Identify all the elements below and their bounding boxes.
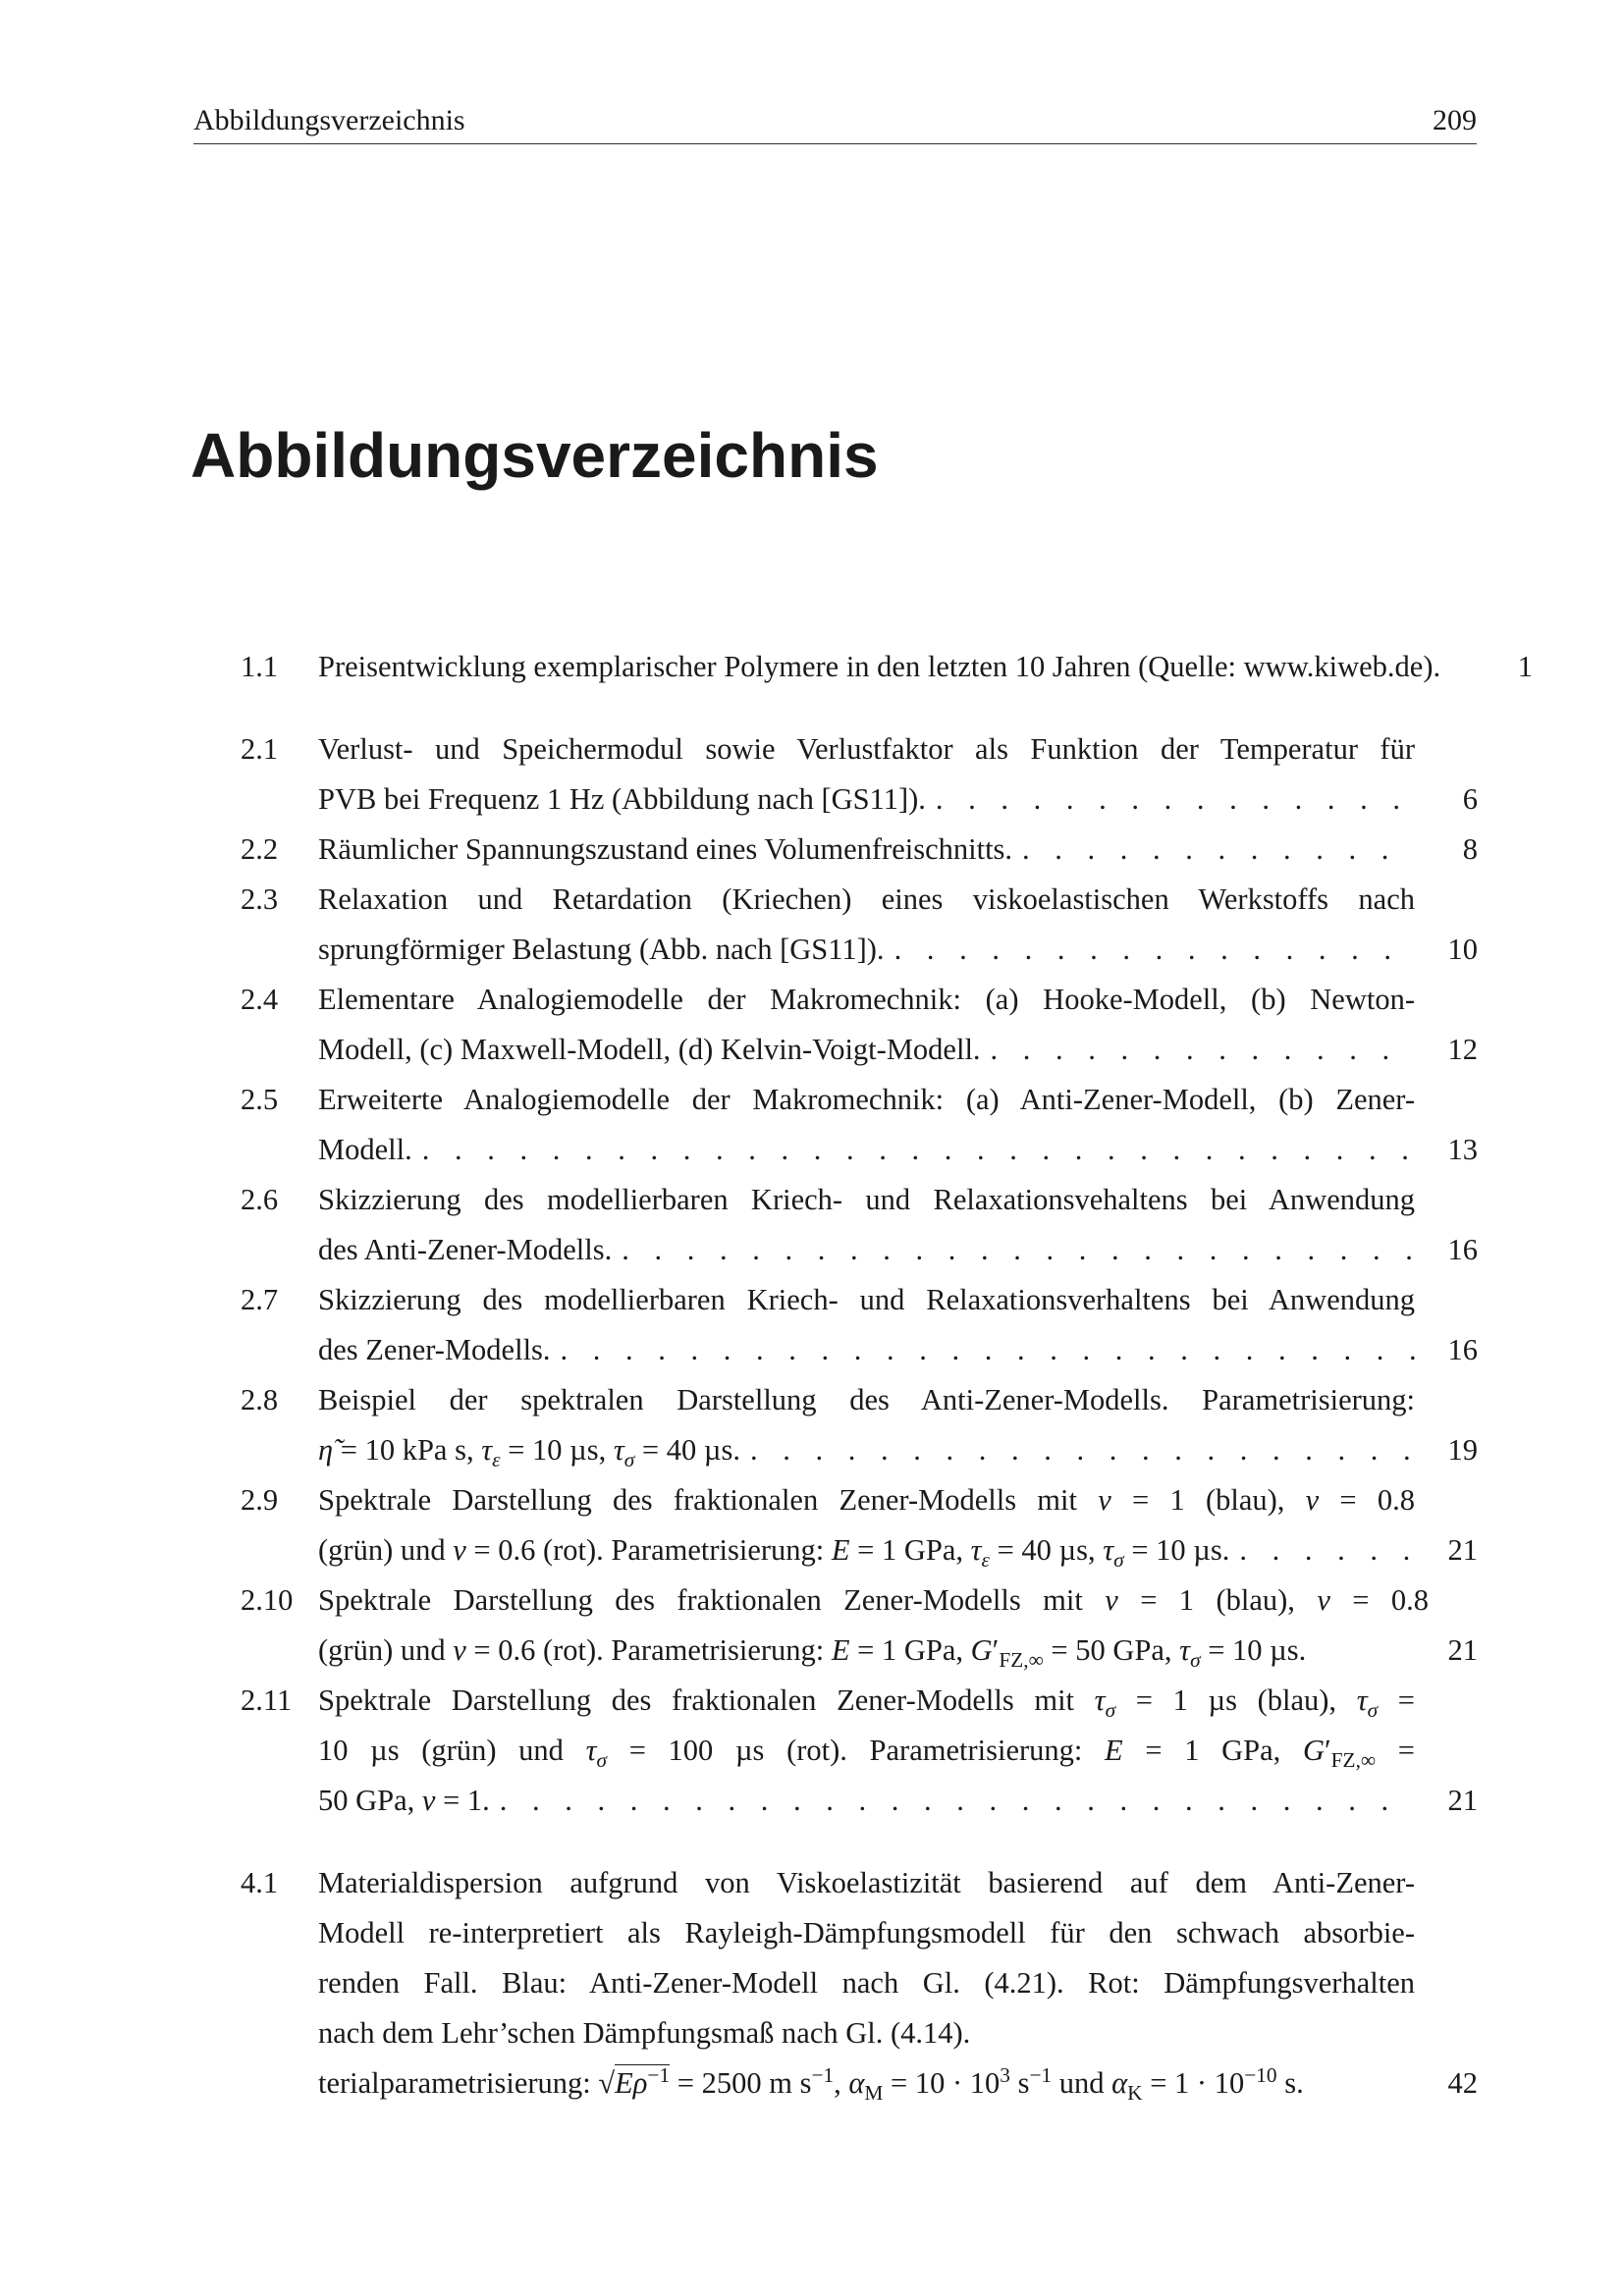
toc-entry-caption-line: Elementare Analogiemodelle der Makromechnik: (a) Hooke-Modell, (b) Newton- bbox=[318, 983, 1415, 1016]
toc-entry-caption-line: Relaxation und Retardation (Kriechen) eines viskoelastischen Werkstoffs nach bbox=[318, 882, 1415, 916]
toc-entry-page: 1 bbox=[1517, 650, 1533, 683]
toc-entry-formula: terialparametrisierung: $√E\rho^{-1} = 2500$ m $s^{-1}$, $\alpha_M = 10 \cdot 10^3$ $s^{-1}$ und $\alpha_K = 1 \cdot 10^{-10}$ s. bbox=[318, 2062, 1304, 2106]
toc-entry-caption bbox=[318, 1676, 1415, 1826]
dot-leader bbox=[936, 774, 1415, 825]
toc-entry-formula: (grün) und ν = 0.6 (rot). Parametrisierung: E = 1 GPa, $\tau_\varepsilon = 40$ µs, $\tau_\sigma = 10$ µs. bbox=[318, 1533, 1230, 1573]
toc-entry-last-row bbox=[318, 825, 1415, 875]
dot-leader bbox=[500, 1776, 1415, 1826]
toc-entry-last-row bbox=[318, 925, 1415, 975]
toc-entry-caption-line: Spektrale Darstellung des fraktionalen Zener-Modells mit ν = 1 (blau), ν = 0.8 bbox=[318, 1483, 1415, 1517]
toc-entry[interactable] bbox=[241, 975, 1478, 1075]
toc-entry-number: 4.1 bbox=[241, 1866, 279, 1899]
toc-entry-number: 2.2 bbox=[241, 832, 279, 866]
dot-leader bbox=[1022, 825, 1415, 875]
toc-entry-number: 2.9 bbox=[241, 1483, 279, 1517]
toc-entry-number: 1.1 bbox=[241, 650, 279, 683]
toc-entry-number: 2.5 bbox=[241, 1083, 279, 1116]
toc-entry-page: 6 bbox=[1462, 782, 1478, 816]
toc-entry-page: 19 bbox=[1447, 1433, 1478, 1467]
toc-entry-page: 8 bbox=[1462, 832, 1478, 866]
toc-entry[interactable] bbox=[241, 1676, 1478, 1826]
toc-entry[interactable] bbox=[241, 1375, 1478, 1475]
dot-leader bbox=[894, 925, 1415, 975]
toc-entry[interactable] bbox=[241, 642, 1533, 692]
toc-entry-caption-line: renden Fall. Blau: Anti-Zener-Modell nach Gl. (4.21). Rot: Dämpfungsverhalten bbox=[318, 1966, 1415, 2000]
toc-entry-number: 2.11 bbox=[241, 1683, 293, 1717]
toc-entry-caption bbox=[318, 642, 1478, 692]
toc-entry[interactable] bbox=[241, 724, 1478, 825]
toc-entry-caption-line: Spektrale Darstellung des fraktionalen Zener-Modells mit $\tau_\sigma = 1$ µs (blau), $\tau_\sigma$ = bbox=[318, 1683, 1416, 1723]
toc-entry-page: 13 bbox=[1447, 1133, 1478, 1166]
running-header bbox=[193, 98, 1477, 144]
toc-entry[interactable] bbox=[241, 1075, 1478, 1175]
toc-entry[interactable] bbox=[241, 825, 1478, 875]
toc-entry-caption bbox=[318, 875, 1415, 975]
toc-entry-last-row bbox=[318, 1025, 1415, 1075]
toc-entry-last-row bbox=[318, 1325, 1415, 1375]
toc-entry-last-row bbox=[318, 774, 1415, 825]
chapter-title: Abbildungsverzeichnis bbox=[190, 420, 879, 491]
toc-entry-page: 10 bbox=[1447, 933, 1478, 966]
toc-entry-number: 2.4 bbox=[241, 983, 279, 1016]
toc-entry-caption bbox=[318, 975, 1415, 1075]
toc-entry-caption-line: Modell. bbox=[318, 1133, 412, 1166]
toc-entry-number: 2.6 bbox=[241, 1183, 279, 1216]
toc-entry-last-row bbox=[318, 1225, 1415, 1275]
dot-leader bbox=[622, 1225, 1415, 1275]
toc-entry-caption bbox=[318, 1075, 1415, 1175]
toc-entry-caption-line: Skizzierung des modellierbaren Kriech- und Relaxationsvehaltens bei Anwendung bbox=[318, 1183, 1415, 1216]
toc-entry-page: 21 bbox=[1447, 1784, 1478, 1817]
toc-entry-caption-line: Materialdispersion aufgrund von Viskoelastizität basierend auf dem Anti-Zener- bbox=[318, 1866, 1415, 1899]
toc-entry-caption-line: Preisentwicklung exemplarischer Polymere in den letzten 10 Jahren (Quelle: www.kiweb.de). bbox=[318, 650, 1441, 683]
toc-entry-caption bbox=[318, 1175, 1415, 1275]
dot-leader bbox=[561, 1325, 1415, 1375]
toc-entry-caption bbox=[318, 724, 1415, 825]
toc-entry-caption-line: nach dem Lehr’schen Dämpfungsmaß nach Gl. (4.14). bbox=[318, 2016, 971, 2050]
toc-entry-caption-line: Räumlicher Spannungszustand eines Volumenfreischnitts. bbox=[318, 832, 1013, 866]
toc-entry-page: 21 bbox=[1447, 1533, 1478, 1567]
dot-leader bbox=[422, 1125, 1415, 1175]
dot-leader bbox=[1239, 1525, 1415, 1575]
toc-entry-caption bbox=[318, 1275, 1415, 1375]
toc-entry-caption-line: sprungförmiger Belastung (Abb. nach [GS11]). bbox=[318, 933, 885, 966]
toc-entry[interactable] bbox=[241, 1275, 1478, 1375]
toc-entry-caption-line: PVB bei Frequenz 1 Hz (Abbildung nach [GS11]). bbox=[318, 782, 926, 816]
toc-entry[interactable] bbox=[241, 1575, 1478, 1676]
toc-entry-caption-line: Erweiterte Analogiemodelle der Makromechnik: (a) Anti-Zener-Modell, (b) Zener- bbox=[318, 1083, 1415, 1116]
toc-entry-last-row bbox=[318, 1525, 1415, 1575]
toc-entry-number: 2.3 bbox=[241, 882, 279, 916]
toc-entry[interactable] bbox=[241, 1175, 1478, 1275]
toc-entry-page: 21 bbox=[1447, 1633, 1478, 1667]
toc-entry[interactable] bbox=[241, 875, 1478, 975]
toc-entry-caption bbox=[318, 1858, 1415, 2109]
toc-entry-number: 2.7 bbox=[241, 1283, 279, 1316]
toc-entry-page: 12 bbox=[1447, 1033, 1478, 1066]
toc-entry-caption-line: Spektrale Darstellung des fraktionalen Zener-Modells mit ν = 1 (blau), ν = 0.8 bbox=[318, 1583, 1429, 1617]
toc-entry-last-row bbox=[318, 1125, 1415, 1175]
toc-entry-caption-line: des Anti-Zener-Modells. bbox=[318, 1233, 613, 1266]
toc-entry-caption-line: Modell re-interpretiert als Rayleigh-Dämpfungsmodell für den schwach absorbie- bbox=[318, 1916, 1415, 1949]
toc-entry-caption bbox=[318, 825, 1415, 875]
dot-leader bbox=[991, 1025, 1415, 1075]
toc-entry-number: 2.1 bbox=[241, 732, 279, 766]
toc-entry-caption-line: Skizzierung des modellierbaren Kriech- und Relaxationsverhaltens bei Anwendung bbox=[318, 1283, 1415, 1316]
toc-entry-last-row bbox=[318, 1425, 1415, 1475]
toc-entry-number: 2.10 bbox=[241, 1583, 294, 1617]
toc-entry[interactable] bbox=[241, 1858, 1478, 2109]
toc-entry-formula: 10 µs (grün) und $\tau_\sigma = 100$ µs (rot). Parametrisierung: E = 1 GPa, $G'_{FZ,\infty}$ = bbox=[318, 1734, 1415, 1773]
toc-entry[interactable] bbox=[241, 1475, 1478, 1575]
toc-entry-page: 16 bbox=[1447, 1233, 1478, 1266]
running-header-page-number: 209 bbox=[1433, 104, 1477, 136]
toc-entry-caption-line: Verlust- und Speichermodul sowie Verlustfaktor als Funktion der Temperatur für bbox=[318, 732, 1415, 766]
toc-entry-last-row bbox=[318, 1776, 1415, 1826]
toc-entry-caption bbox=[318, 1375, 1415, 1475]
toc-entry-formula: η̃ = 10 kPa s, $\tau_\varepsilon = 10$ µs, $\tau_\sigma = 40$ µs. bbox=[318, 1433, 740, 1472]
toc-entry-page: 42 bbox=[1447, 2066, 1478, 2100]
toc-entry-caption bbox=[318, 1475, 1415, 1575]
toc-entry-caption-line: Beispiel der spektralen Darstellung des Anti-Zener-Modells. Parametrisierung: bbox=[318, 1383, 1415, 1416]
toc-entry-caption-line: Modell, (c) Maxwell-Modell, (d) Kelvin-Voigt-Modell. bbox=[318, 1033, 981, 1066]
toc-entry-caption bbox=[318, 1575, 1429, 1676]
running-header-title: Abbildungsverzeichnis bbox=[193, 104, 465, 136]
toc-entry-formula: 50 GPa, ν = 1. bbox=[318, 1784, 490, 1817]
toc-entry-number: 2.8 bbox=[241, 1383, 279, 1416]
dot-leader bbox=[750, 1425, 1415, 1475]
toc-entry-formula: (grün) und ν = 0.6 (rot). Parametrisierung: E = 1 GPa, $G'_{FZ,\infty} = 50$ GPa, $\tau_\sigma = 10$ µs. bbox=[318, 1633, 1307, 1673]
toc-entry-page: 16 bbox=[1447, 1333, 1478, 1366]
toc-entry-caption-line: des Zener-Modells. bbox=[318, 1333, 551, 1366]
